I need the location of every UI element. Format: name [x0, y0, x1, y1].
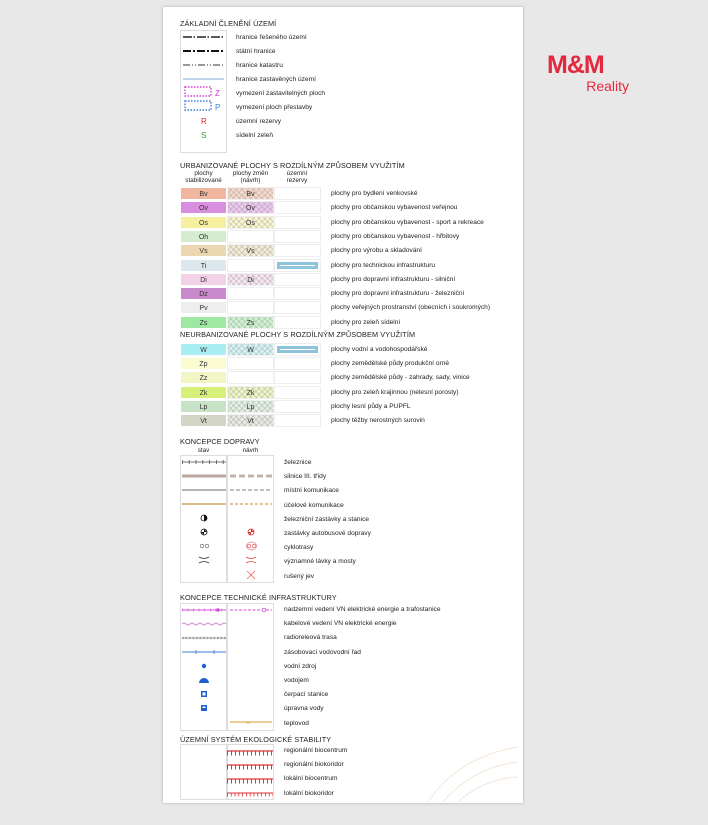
basic-label-2: hranice katastru: [236, 62, 283, 69]
area-label: plochy vodní a vodohospodářské: [331, 346, 428, 353]
area-label: plochy zemědělské půdy produkční orné: [331, 360, 450, 368]
legend-label: regionální biokoridor: [284, 761, 344, 769]
area-code-change: [227, 357, 274, 370]
area-code-reserve: [274, 230, 321, 243]
area-label: plochy pro občanskou vybavenost - sport a rekreace: [331, 218, 484, 226]
area-label: plochy pro bydlení venkovské: [331, 190, 418, 197]
area-label: plochy pro občanskou vybavenost veřejnou: [331, 204, 458, 212]
basic-label-0: hranice řešeného území: [236, 34, 307, 41]
legend-label: železniční zastávky a stanice: [284, 515, 370, 523]
area-code-stable: Pv: [180, 301, 227, 314]
basic-label-5: vymezení ploch přestavby: [236, 104, 313, 111]
legend-label: vodojem: [284, 677, 309, 684]
area-code-change: Lp: [227, 400, 274, 413]
brand-logo[interactable]: [547, 52, 631, 94]
legend-label: čerpací stanice: [284, 691, 329, 699]
area-code-reserve: [274, 273, 321, 286]
area-code-reserve: [274, 244, 321, 257]
code-p: P: [215, 103, 221, 112]
code-r: R: [201, 117, 207, 126]
area-code-reserve: [274, 259, 321, 272]
water-tank-icon: [199, 678, 209, 683]
section-title-nonurban: NEURBANIZOVANÉ PLOCHY S ROZDÍLNÝM ZPŮSOBEM VYUŽITÍM: [180, 330, 416, 339]
local-biocentre-icon: [227, 779, 273, 782]
area-label: plochy pro zeleň sídelní: [331, 318, 401, 326]
basic-label-1: státní hranice: [236, 48, 276, 55]
col-header-proposal: návrh: [242, 447, 259, 454]
cable-line-icon: [182, 623, 226, 625]
eco-col-state: [180, 744, 227, 800]
area-label: plochy veřejných prostranství (obecních i soukromých): [331, 304, 491, 312]
local-biocorridor-icon: [227, 793, 273, 795]
magenta-dotted-box: [185, 87, 211, 96]
area-code-change: [227, 230, 274, 243]
area-code-stable: Zz: [180, 371, 227, 384]
legend-label: železnice: [284, 459, 312, 466]
area-code-change: Ov: [227, 201, 274, 214]
area-label: plochy pro občanskou vybavenost - hřbitovy: [331, 232, 460, 240]
legend-label: regionální biocentrum: [284, 747, 348, 754]
basic-label-3: hranice zastavěných území: [236, 76, 316, 83]
basic-label-6: územní rezervy: [236, 118, 282, 125]
area-code-change: [227, 301, 274, 314]
area-code-change: Vt: [227, 414, 274, 427]
water-source-icon: [202, 664, 206, 668]
brand-name: M&M: [547, 51, 604, 79]
decorative-contours: [418, 727, 518, 802]
bridge-icon: [199, 557, 256, 563]
area-code-reserve: [274, 187, 321, 200]
area-code-stable: Zs: [180, 316, 227, 329]
cycle-route-icon: [200, 542, 256, 550]
legend-label: kabelové vedení VN elektrické energie: [284, 620, 397, 628]
legend-sheet: [163, 7, 523, 803]
area-code-stable: Dz: [180, 287, 227, 300]
area-code-stable: Lp: [180, 400, 227, 413]
col-header-changes: plochy změn (návrh): [232, 170, 269, 184]
area-code-reserve: [274, 414, 321, 427]
area-code-reserve: [274, 371, 321, 384]
area-label: plochy pro dopravní infrastrukturu - silniční: [331, 275, 456, 283]
legend-label: lokální biokoridor: [284, 789, 334, 797]
pump-station-icon: [201, 691, 207, 697]
legend-label: zastávky autobusové dopravy: [284, 530, 371, 537]
legend-label: významné lávky a mosty: [284, 558, 356, 566]
legend-label: radioreleová trasa: [284, 634, 337, 642]
area-code-stable: Ti: [180, 259, 227, 272]
legend-label: lokální biocentrum: [284, 775, 338, 783]
basic-label-4: vymezení zastavitelných ploch: [236, 90, 326, 97]
area-label: plochy těžby nerostných surovin: [331, 417, 425, 424]
legend-label: vodní zdroj: [284, 662, 317, 670]
area-code-change: [227, 371, 274, 384]
area-label: plochy pro technickou infrastrukturu: [331, 261, 436, 269]
cancelled-icon: [247, 571, 255, 579]
section-title-basic: ZÁKLADNÍ ČLENĚNÍ ÚZEMÍ: [180, 19, 277, 28]
area-code-reserve: [274, 400, 321, 413]
area-code-stable: Di: [180, 273, 227, 286]
section-title-transport: KONCEPCE DOPRAVY: [180, 437, 260, 446]
legend-label: úpravna vody: [284, 705, 324, 713]
area-label: plochy pro výrobu a skladování: [331, 247, 422, 255]
area-code-reserve: [274, 343, 321, 356]
tech-symbols: [180, 603, 274, 731]
area-label: plochy zemědělské půdy - zahrady, sady, vinice: [331, 374, 470, 382]
section-title-eco: ÚZEMNÍ SYSTÉM EKOLOGICKÉ STABILITY: [180, 735, 332, 744]
legend-label: zásobovací vodovodní řad: [284, 648, 361, 656]
area-code-reserve: [274, 216, 321, 229]
heat-pipe-icon: [230, 722, 272, 724]
area-code-change: W: [227, 343, 274, 356]
col-header-state: stav: [197, 447, 210, 454]
blue-dotted-box: [185, 101, 211, 110]
area-code-stable: Os: [180, 216, 227, 229]
basic-label-7: sídelní zeleň: [236, 132, 274, 139]
regional-biocentre-icon: [227, 751, 273, 754]
rail-stop-icon: [201, 515, 207, 521]
area-label: plochy lesní půdy a PUPFL: [331, 402, 411, 410]
area-code-change: [227, 259, 274, 272]
area-code-reserve: [274, 316, 321, 329]
code-s: S: [201, 131, 207, 140]
legend-label: nadzemní vedení VN elektrické energie a trafostanice: [284, 606, 441, 613]
area-code-stable: Ov: [180, 201, 227, 214]
area-code-stable: Oh: [180, 230, 227, 243]
area-code-stable: W: [180, 343, 227, 356]
legend-label: silnice III. třídy: [284, 473, 327, 481]
area-code-change: Di: [227, 273, 274, 286]
area-code-change: [227, 287, 274, 300]
area-code-change: Zs: [227, 316, 274, 329]
area-code-reserve: [274, 357, 321, 370]
area-code-stable: Zk: [180, 386, 227, 399]
area-code-change: Zk: [227, 386, 274, 399]
area-code-reserve: [274, 201, 321, 214]
col-header-reserves: územní rezervy: [286, 170, 308, 184]
code-z: Z: [215, 89, 220, 98]
area-code-stable: Zp: [180, 357, 227, 370]
area-label: plochy pro zeleň krajinnou (nelesní porosty): [331, 388, 459, 396]
regional-biocorridor-icon: [227, 765, 273, 768]
area-code-reserve: [274, 301, 321, 314]
overhead-line-icon: [182, 608, 272, 612]
area-code-change: Os: [227, 216, 274, 229]
legend-label: cyklotrasy: [284, 544, 314, 552]
legend-label: místní komunikace: [284, 487, 339, 495]
section-title-urban: URBANIZOVANÉ PLOCHY S ROZDÍLNÝM ZPŮSOBEM VYUŽITÍM: [180, 161, 405, 170]
area-code-stable: Vs: [180, 244, 227, 257]
area-label: plochy pro dopravní infrastrukturu - železniční: [331, 290, 465, 298]
area-code-reserve: [274, 386, 321, 399]
water-treatment-icon: [201, 705, 207, 711]
area-code-change: Vs: [227, 244, 274, 257]
water-main-icon: [182, 650, 226, 654]
transport-symbols: [180, 455, 274, 583]
area-code-stable: Bv: [180, 187, 227, 200]
col-header-stabilized: plochy stabilizované: [185, 170, 222, 184]
bus-stop-icon: [201, 529, 254, 535]
area-code-stable: Vt: [180, 414, 227, 427]
legend-label: teplovod: [284, 719, 309, 727]
brand-sub: Reality: [586, 78, 629, 94]
legend-label: rušený jev: [284, 572, 315, 580]
eco-symbols: [227, 744, 274, 800]
area-code-reserve: [274, 287, 321, 300]
legend-label: účelové komunikace: [284, 501, 344, 509]
section-title-tech: KONCEPCE TECHNICKÉ INFRASTRUKTURY: [180, 593, 337, 602]
area-code-change: Bv: [227, 187, 274, 200]
